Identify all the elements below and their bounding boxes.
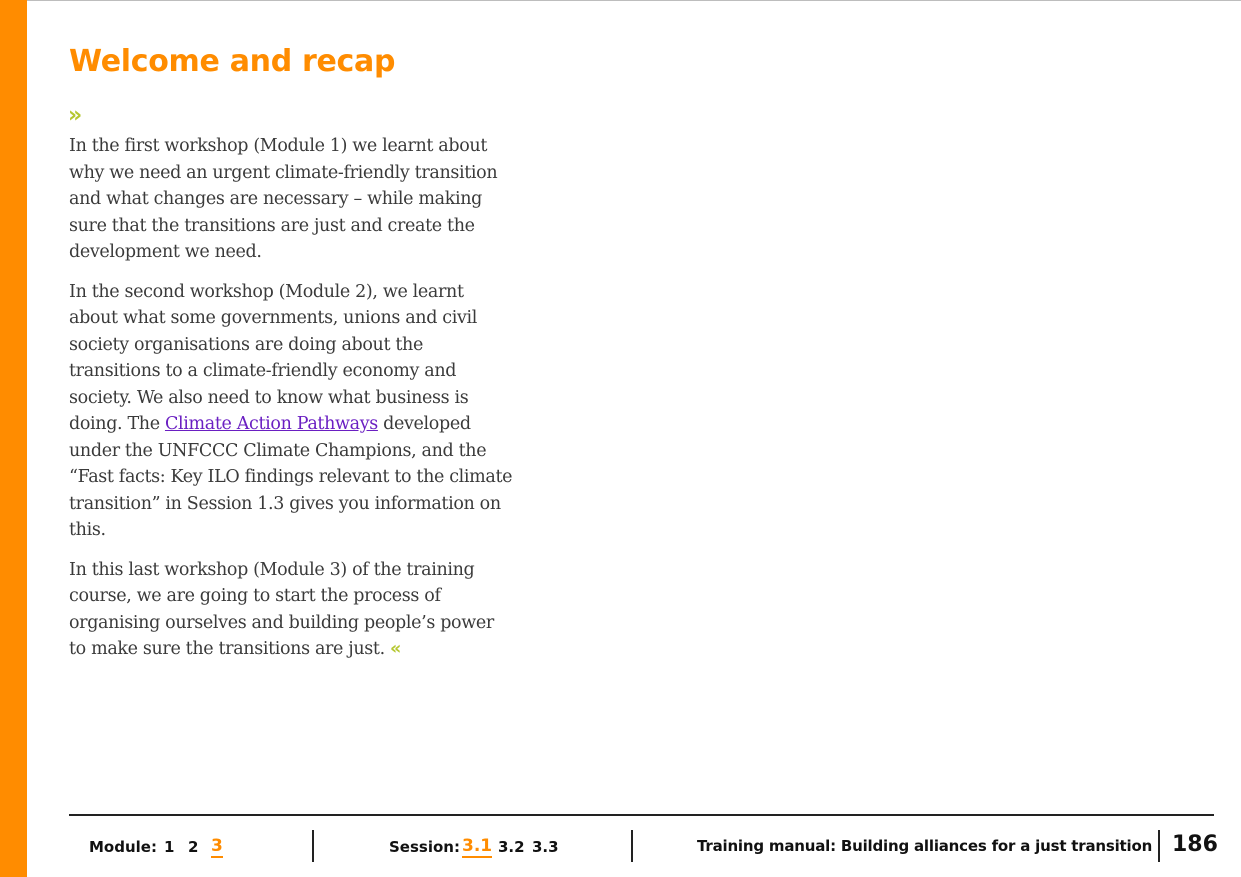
session-label: Session:: [389, 838, 460, 856]
session-link-3-1-current[interactable]: 3.1: [462, 836, 493, 856]
quote-open-icon: »: [68, 103, 83, 128]
orange-side-bar: [0, 0, 27, 877]
paragraph-module-3-text: In this last workshop (Module 3) of the training course, we are going to start the process of organising ourselves and building people’s power to make sure the transitions are just.: [69, 559, 494, 659]
session-link-3-3[interactable]: 3.3: [532, 838, 559, 856]
climate-action-pathways-link[interactable]: Climate Action Pathways: [164, 414, 378, 434]
module-link-2[interactable]: 2: [188, 838, 199, 856]
module-link-1[interactable]: 1: [164, 838, 175, 856]
body-text: [69, 133, 514, 676]
session-link-3-2[interactable]: 3.2: [498, 838, 525, 856]
module-label: Module:: [89, 838, 157, 856]
footer-nav: [0, 816, 1241, 877]
paragraph-module-2: [69, 279, 514, 544]
page-number: 186: [1172, 832, 1218, 857]
manual-title: Training manual: Building alliances for a just transition: [697, 837, 1153, 855]
quote-close-icon: «: [390, 639, 401, 659]
footer-divider: [312, 830, 314, 862]
paragraph-module-3: [69, 557, 514, 663]
footer-divider: [631, 830, 633, 862]
footer-divider: [1158, 830, 1160, 862]
paragraph-module-2-start: In the second workshop (Module 2), we learnt about what some governments, unions and civil society organisations are doing about the transitions to a climate-friendly economy and society. We also need to know what business is doing. The: [69, 281, 478, 434]
paragraph-module-2-end: developed under the UNFCCC Climate Champions, and the “Fast facts: Key ILO findings relevant to the climate transition” in Session 1.3 gives you information on this.: [69, 414, 513, 540]
page-title: Welcome and recap: [69, 44, 396, 79]
top-border: [0, 0, 1241, 1]
module-link-3-current[interactable]: 3: [211, 836, 223, 856]
paragraph-module-1: In the first workshop (Module 1) we learnt about why we need an urgent climate-friendly transition and what changes are necessary – while making sure that the transitions are just and create the development we need.: [69, 136, 498, 262]
